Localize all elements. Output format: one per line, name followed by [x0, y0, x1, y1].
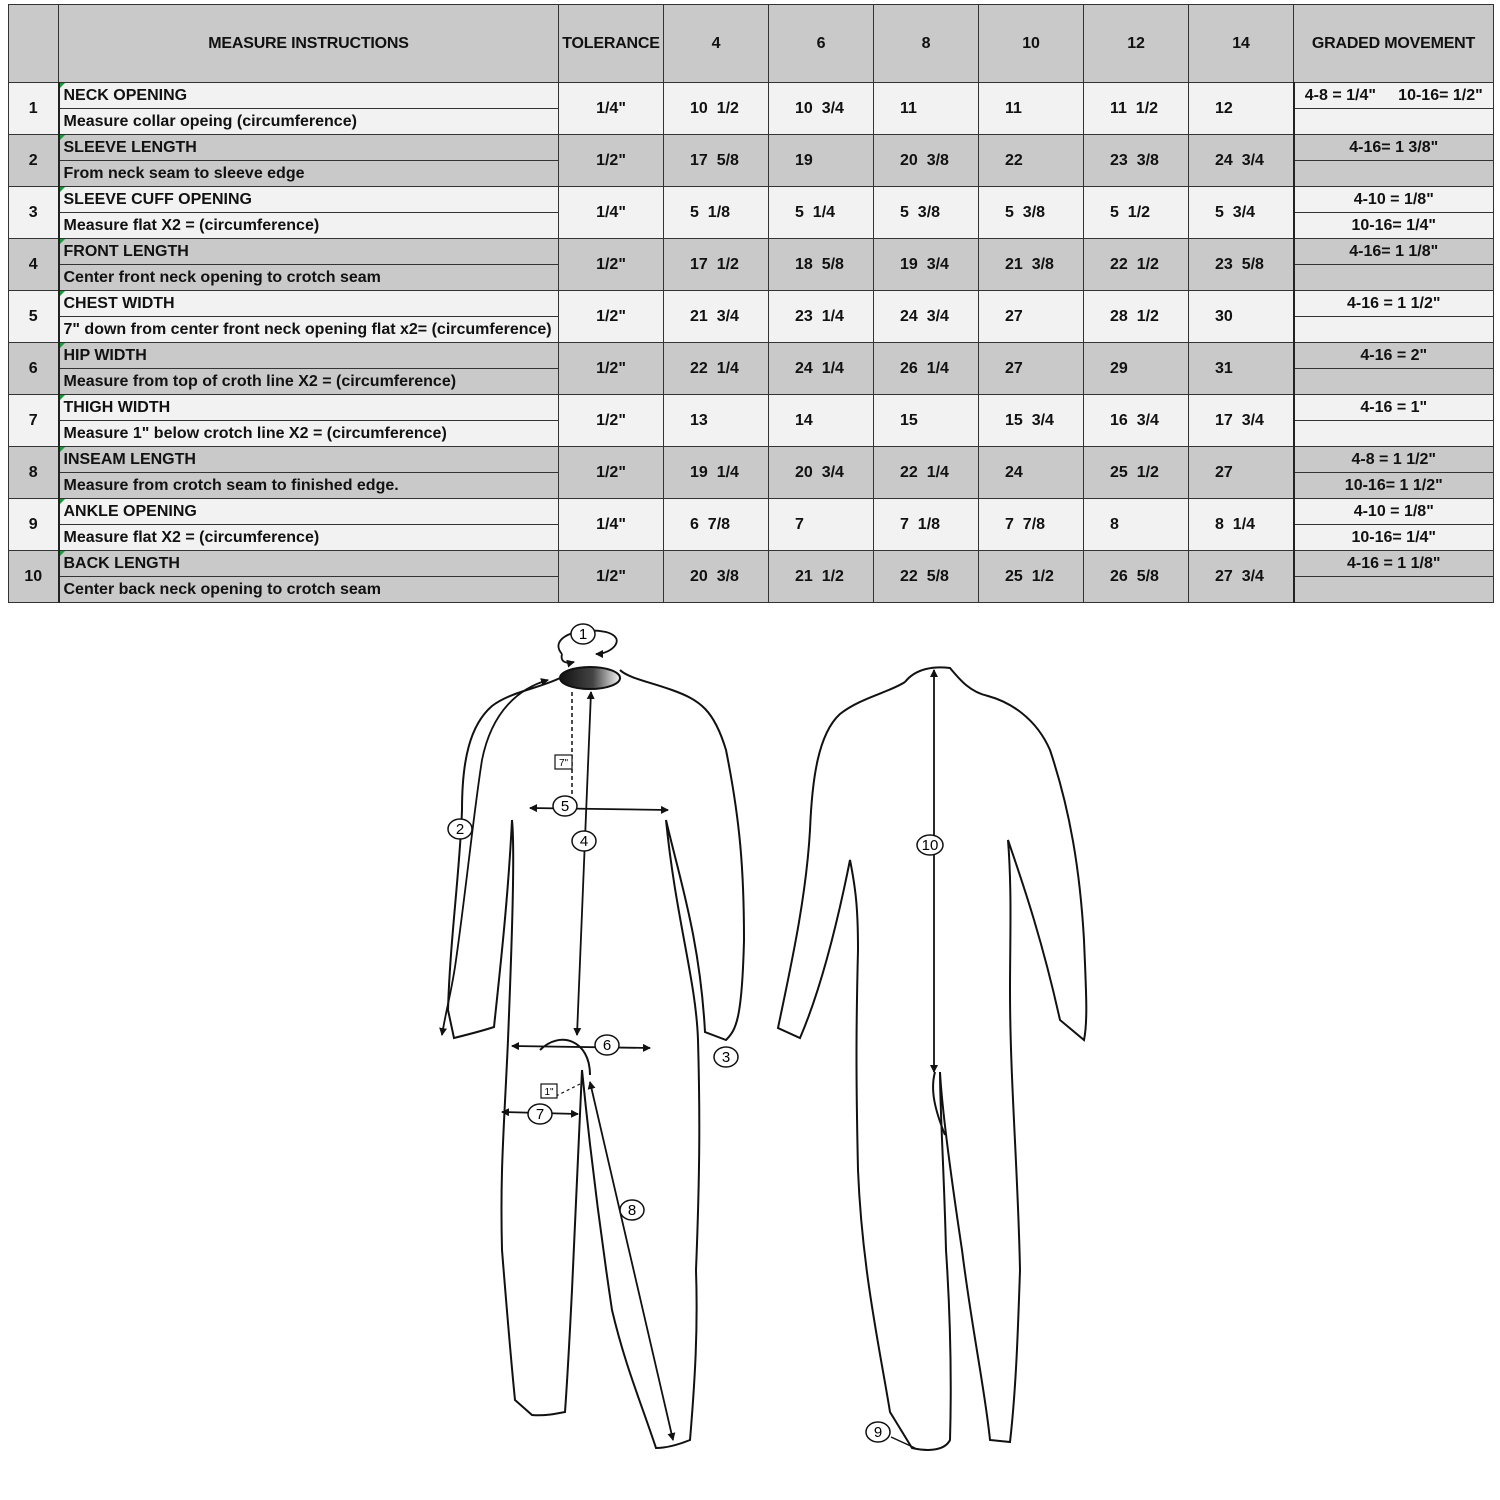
measurement-instruction: Measure 1" below crotch line X2 = (circumference): [59, 421, 559, 447]
thigh-offset-label: 1": [544, 1087, 554, 1098]
callout-number: 2: [455, 821, 465, 838]
measurement-name: HIP WIDTH: [59, 343, 559, 369]
table-row: [9, 343, 1494, 369]
front-collar: [560, 667, 620, 689]
size-value-cell: 23 1/4: [769, 291, 874, 343]
table-row: [9, 135, 1494, 161]
measurement-name: INSEAM LENGTH: [59, 447, 559, 473]
measurement-name: SLEEVE LENGTH: [59, 135, 559, 161]
front-length-line: [577, 692, 591, 1035]
size-value-cell: 14: [769, 395, 874, 447]
graded-movement-top: 4-16 = 1 1/8": [1294, 551, 1494, 577]
row-number: 10: [9, 551, 59, 603]
measurement-diagram: [0, 610, 1500, 1500]
size-value-cell: 19: [769, 135, 874, 187]
graded-movement-top: 4-8 = 1/4" 10-16= 1/2": [1294, 83, 1494, 109]
measurement-instruction: Measure collar opeing (circumference): [59, 109, 559, 135]
measurement-instruction: Measure flat X2 = (circumference): [59, 525, 559, 551]
graded-movement-top: 4-16= 1 3/8": [1294, 135, 1494, 161]
size-value-cell: 7 7/8: [979, 499, 1084, 551]
size-value-cell: 22 1/4: [664, 343, 769, 395]
callout-2: [448, 819, 472, 839]
thigh-offset-line: [556, 1084, 580, 1096]
tolerance-cell: 1/4": [559, 499, 664, 551]
row-number: 6: [9, 343, 59, 395]
callout-10: [917, 835, 943, 855]
size-value-cell: 22: [979, 135, 1084, 187]
graded-movement-bottom: [1294, 369, 1494, 395]
size-value-cell: 5 1/2: [1084, 187, 1189, 239]
measurement-name: SLEEVE CUFF OPENING: [59, 187, 559, 213]
tolerance-cell: 1/2": [559, 551, 664, 603]
callout-7: [528, 1104, 552, 1124]
graded-movement-top: 4-16 = 1": [1294, 395, 1494, 421]
tolerance-cell: 1/2": [559, 343, 664, 395]
chest-offset-label: 7": [558, 758, 569, 769]
size-value-cell: 5 3/8: [979, 187, 1084, 239]
size-value-cell: 27 3/4: [1189, 551, 1294, 603]
size-value-cell: 23 5/8: [1189, 239, 1294, 291]
size-value-cell: 5 3/4: [1189, 187, 1294, 239]
callout-number: 8: [627, 1202, 637, 1219]
chest-measure-line: [530, 808, 668, 810]
measurement-name: ANKLE OPENING: [59, 499, 559, 525]
graded-movement-bottom: 10-16= 1 1/2": [1294, 473, 1494, 499]
header-size-14: 14: [1189, 5, 1294, 83]
callout-3: [714, 1047, 738, 1067]
size-value-cell: 8: [1084, 499, 1189, 551]
measurement-name: THIGH WIDTH: [59, 395, 559, 421]
tolerance-cell: 1/4": [559, 187, 664, 239]
callout-8: [620, 1200, 644, 1220]
back-body-outline: [778, 667, 1086, 1450]
row-number: 1: [9, 83, 59, 135]
size-value-cell: 13: [664, 395, 769, 447]
size-value-cell: 11 1/2: [1084, 83, 1189, 135]
graded-movement-top: 4-16= 1 1/8": [1294, 239, 1494, 265]
size-value-cell: 18 5/8: [769, 239, 874, 291]
hip-measure-line: [512, 1046, 650, 1048]
row-number: 4: [9, 239, 59, 291]
measurement-name: BACK LENGTH: [59, 551, 559, 577]
callout-number: 9: [873, 1424, 883, 1441]
measurement-name: FRONT LENGTH: [59, 239, 559, 265]
callout-number: 4: [579, 833, 589, 850]
measurement-table: [8, 4, 1494, 603]
size-value-cell: 24: [979, 447, 1084, 499]
size-value-cell: 15: [874, 395, 979, 447]
size-value-cell: 6 7/8: [664, 499, 769, 551]
front-figure: [448, 670, 744, 1448]
header-size-6: 6: [769, 5, 874, 83]
size-value-cell: 5 1/8: [664, 187, 769, 239]
sleeve-measure-line: [442, 680, 548, 1035]
callout-number: 3: [721, 1049, 731, 1066]
measurement-instruction: 7" down from center front neck opening flat x2= (circumference): [59, 317, 559, 343]
size-value-cell: 17 3/4: [1189, 395, 1294, 447]
graded-movement-bottom: 10-16= 1/4": [1294, 525, 1494, 551]
header-instructions: MEASURE INSTRUCTIONS: [59, 5, 559, 83]
graded-movement-bottom: [1294, 577, 1494, 603]
size-value-cell: 29: [1084, 343, 1189, 395]
size-value-cell: 19 3/4: [874, 239, 979, 291]
size-value-cell: 23 3/8: [1084, 135, 1189, 187]
measurement-instruction: Measure from top of croth line X2 = (circumference): [59, 369, 559, 395]
graded-movement-top: 4-8 = 1 1/2": [1294, 447, 1494, 473]
size-value-cell: 7: [769, 499, 874, 551]
size-value-cell: 8 1/4: [1189, 499, 1294, 551]
callout-number: 5: [560, 798, 570, 815]
row-number: 7: [9, 395, 59, 447]
size-value-cell: 11: [979, 83, 1084, 135]
size-value-cell: 24 3/4: [874, 291, 979, 343]
header-size-10: 10: [979, 5, 1084, 83]
graded-movement-bottom: [1294, 317, 1494, 343]
size-value-cell: 10 3/4: [769, 83, 874, 135]
front-hip-seam: [540, 1040, 590, 1075]
size-value-cell: 31: [1189, 343, 1294, 395]
size-value-cell: 11: [874, 83, 979, 135]
size-value-cell: 16 3/4: [1084, 395, 1189, 447]
table-row: [9, 499, 1494, 525]
row-number: 2: [9, 135, 59, 187]
table-row: [9, 83, 1494, 109]
size-value-cell: 5 1/4: [769, 187, 874, 239]
size-value-cell: 7 1/8: [874, 499, 979, 551]
callout-6: [595, 1035, 619, 1055]
size-value-cell: 26 5/8: [1084, 551, 1189, 603]
callout-9: [866, 1422, 890, 1442]
row-number: 9: [9, 499, 59, 551]
inseam-measure-line: [590, 1082, 673, 1440]
header-index: [9, 5, 59, 83]
graded-movement-bottom: [1294, 265, 1494, 291]
back-figure: [778, 667, 1086, 1450]
measurement-name: CHEST WIDTH: [59, 291, 559, 317]
size-value-cell: 20 3/8: [664, 551, 769, 603]
graded-movement-bottom: [1294, 161, 1494, 187]
callout-number: 10: [921, 837, 939, 854]
graded-movement-bottom: [1294, 109, 1494, 135]
size-value-cell: 27: [979, 343, 1084, 395]
table-row: [9, 447, 1494, 473]
graded-movement-bottom: [1294, 421, 1494, 447]
measurement-instruction: Measure flat X2 = (circumference): [59, 213, 559, 239]
table-row: [9, 551, 1494, 577]
size-value-cell: 28 1/2: [1084, 291, 1189, 343]
tolerance-cell: 1/2": [559, 135, 664, 187]
graded-movement-top: 4-16 = 2": [1294, 343, 1494, 369]
measurement-instruction: Center front neck opening to crotch seam: [59, 265, 559, 291]
header-size-4: 4: [664, 5, 769, 83]
callout-number: 6: [602, 1037, 612, 1054]
tolerance-cell: 1/2": [559, 395, 664, 447]
size-value-cell: 21 1/2: [769, 551, 874, 603]
measurement-instruction: Center back neck opening to crotch seam: [59, 577, 559, 603]
callout-number: 7: [535, 1106, 545, 1123]
size-value-cell: 5 3/8: [874, 187, 979, 239]
size-value-cell: 22 1/2: [1084, 239, 1189, 291]
measurement-name: NECK OPENING: [59, 83, 559, 109]
size-value-cell: 21 3/8: [979, 239, 1084, 291]
callout-number: 1: [578, 626, 588, 643]
table-row: [9, 395, 1494, 421]
callout-4: [572, 831, 596, 851]
header-size-8: 8: [874, 5, 979, 83]
size-value-cell: 15 3/4: [979, 395, 1084, 447]
header-size-12: 12: [1084, 5, 1189, 83]
row-number: 8: [9, 447, 59, 499]
size-value-cell: 20 3/4: [769, 447, 874, 499]
collar-arc-arrow-low: [562, 654, 574, 663]
table-row: [9, 239, 1494, 265]
size-value-cell: 30: [1189, 291, 1294, 343]
graded-movement-top: 4-10 = 1/8": [1294, 187, 1494, 213]
size-value-cell: 25 1/2: [1084, 447, 1189, 499]
size-value-cell: 24 1/4: [769, 343, 874, 395]
row-number: 3: [9, 187, 59, 239]
callout-1: [571, 624, 595, 644]
header-tolerance: TOLERANCE: [559, 5, 664, 83]
ankle-leader-line: [891, 1437, 915, 1448]
size-value-cell: 26 1/4: [874, 343, 979, 395]
measurement-instruction: From neck seam to sleeve edge: [59, 161, 559, 187]
row-number: 5: [9, 291, 59, 343]
header-graded: GRADED MOVEMENT: [1294, 5, 1494, 83]
size-value-cell: 17 5/8: [664, 135, 769, 187]
graded-movement-top: 4-16 = 1 1/2": [1294, 291, 1494, 317]
callout-5: [553, 796, 577, 816]
tolerance-cell: 1/4": [559, 83, 664, 135]
size-value-cell: 12: [1189, 83, 1294, 135]
tolerance-cell: 1/2": [559, 447, 664, 499]
tolerance-cell: 1/2": [559, 291, 664, 343]
size-value-cell: 25 1/2: [979, 551, 1084, 603]
table-header-row: [9, 5, 1494, 83]
size-value-cell: 19 1/4: [664, 447, 769, 499]
size-value-cell: 27: [1189, 447, 1294, 499]
size-value-cell: 21 3/4: [664, 291, 769, 343]
size-value-cell: 10 1/2: [664, 83, 769, 135]
graded-movement-top: 4-10 = 1/8": [1294, 499, 1494, 525]
table-row: [9, 187, 1494, 213]
size-value-cell: 22 1/4: [874, 447, 979, 499]
size-value-cell: 24 3/4: [1189, 135, 1294, 187]
measurement-instruction: Measure from crotch seam to finished edge.: [59, 473, 559, 499]
table-row: [9, 291, 1494, 317]
size-value-cell: 27: [979, 291, 1084, 343]
graded-movement-bottom: 10-16= 1/4": [1294, 213, 1494, 239]
size-value-cell: 20 3/8: [874, 135, 979, 187]
size-value-cell: 22 5/8: [874, 551, 979, 603]
size-value-cell: 17 1/2: [664, 239, 769, 291]
tolerance-cell: 1/2": [559, 239, 664, 291]
front-body-outline: [448, 670, 744, 1448]
